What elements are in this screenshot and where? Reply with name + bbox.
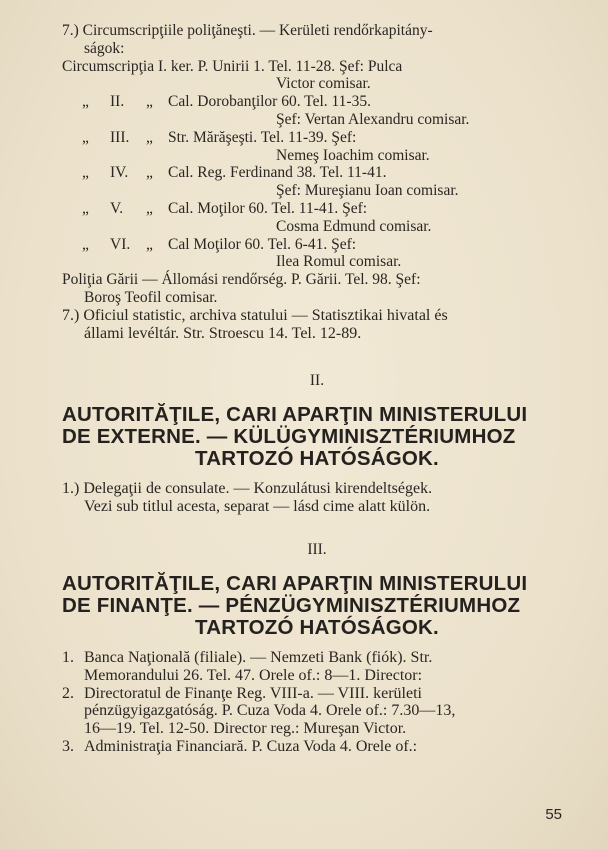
item-text: pénzügyigazgatóság. P. Cuza Voda 4. Orele of.: 7.30—13,: [84, 702, 456, 720]
consulates-item: 1.) Delegaţii de consulate. — Konzulátusi kirendeltségek.: [62, 480, 433, 497]
district-row: [62, 93, 572, 111]
ditto-mark: „: [146, 128, 153, 146]
district-number: II.: [110, 93, 125, 111]
section-number: III.: [307, 541, 327, 558]
heading-line-2: DE EXTERNE. — KÜLÜGYMINISZTÉRIUMHOZ: [62, 425, 516, 448]
statistics-office-cont: állami levéltár. Str. Stroescu 14. Tel. 12-89.: [84, 324, 362, 342]
item-number: 1.: [62, 649, 74, 666]
district-chief: Ilea Romul comisar.: [276, 253, 402, 271]
item-text: Banca Naţională (filiale). — Nemzeti Bank (fiók). Str.: [84, 649, 433, 666]
district-chief: Cosma Edmund comisar.: [276, 217, 432, 235]
district-number: V.: [110, 199, 124, 217]
district-1-chief: Victor comisar.: [276, 75, 371, 93]
item7-title-cont: ságok:: [84, 39, 125, 57]
district-chief: Şef: Mureşianu Ioan comisar.: [276, 182, 459, 200]
section-finance: [62, 541, 572, 756]
ditto-mark: „: [146, 199, 153, 217]
district-row: [62, 164, 572, 182]
item-text: 16—19. Tel. 12-50. Director reg.: Mureşan Victor.: [84, 720, 407, 738]
district-list: [62, 93, 572, 271]
station-police-chief: Boroş Teofil comisar.: [84, 288, 218, 306]
finance-list: [62, 649, 572, 756]
item-number: 2.: [62, 684, 74, 702]
district-address: Cal. Dorobanţilor 60. Tel. 11-35.: [168, 93, 371, 111]
district-address: Str. Mărăşeşti. Tel. 11-39. Şef:: [168, 128, 357, 146]
police-districts-section: [62, 22, 572, 342]
district-chief: Nemeş Ioachim comisar.: [276, 146, 430, 164]
section-external: [62, 372, 572, 516]
section-heading: [62, 573, 572, 639]
finance-item: [62, 685, 572, 703]
district-1: Circumscripţia I. ker. P. Unirii 1. Tel. 11-28. Şef: Pulca: [62, 57, 403, 75]
finance-item: [62, 738, 572, 756]
item-text: Directoratul de Finanţe Reg. VIII-a. — VIII. kerületi: [84, 684, 422, 702]
station-police: Poliţia Gării — Állomási rendőrség. P. Gării. Tel. 98. Şef:: [62, 271, 421, 289]
ditto-mark: „: [82, 128, 89, 146]
district-address: Cal. Reg. Ferdinand 38. Tel. 11-41.: [168, 164, 387, 182]
district-address: Cal Moţilor 60. Tel. 6-41. Şef:: [168, 235, 357, 253]
finance-item-cont: [62, 702, 572, 720]
district-address: Cal. Moţilor 60. Tel. 11-41. Şef:: [168, 199, 368, 217]
statistics-office: 7.) Oficiul statistic, archiva statului — Statisztikai hivatal és: [62, 306, 448, 324]
district-row: [62, 200, 572, 218]
page-number: 55: [545, 806, 562, 823]
heading-line-1: AUTORITĂŢILE, CARI APARŢIN MINISTERULUI: [62, 403, 528, 426]
district-row: [62, 129, 572, 147]
item-number: 3.: [62, 737, 74, 755]
item-text: Administraţia Financiară. P. Cuza Voda 4. Orele of.:: [84, 737, 418, 755]
ditto-mark: „: [146, 93, 153, 111]
heading-line-2: DE FINANŢE. — PÉNZÜGYMINISZTÉRIUMHOZ: [62, 594, 521, 617]
ditto-mark: „: [146, 235, 153, 253]
ditto-mark: „: [82, 235, 89, 253]
item7-title: 7.) Circumscripţiile poliţăneşti. — Kerületi rendőrkapitány-: [62, 22, 433, 39]
heading-line-3: TARTOZÓ HATÓSÁGOK.: [195, 616, 439, 639]
heading-line-3: TARTOZÓ HATÓSÁGOK.: [195, 447, 439, 470]
ditto-mark: „: [82, 164, 89, 182]
district-chief: Şef: Vertan Alexandru comisar.: [276, 110, 470, 128]
district-number: VI.: [110, 235, 131, 253]
finance-item-cont: [62, 667, 572, 685]
ditto-mark: „: [146, 164, 153, 182]
consulates-item-cont: Vezi sub titlul acesta, separat — lásd cime alatt külön.: [84, 497, 431, 515]
section-heading: [62, 404, 572, 470]
item-text: Memorandului 26. Tel. 47. Orele of.: 8—1. Director:: [84, 666, 423, 684]
heading-line-1: AUTORITĂŢILE, CARI APARŢIN MINISTERULUI: [62, 572, 528, 595]
district-number: IV.: [110, 164, 129, 182]
district-row: [62, 236, 572, 254]
section-number: II.: [309, 372, 325, 389]
finance-item-cont: [62, 720, 572, 738]
ditto-mark: „: [82, 93, 89, 111]
finance-item: [62, 649, 572, 667]
district-number: III.: [110, 128, 130, 146]
ditto-mark: „: [82, 199, 89, 217]
